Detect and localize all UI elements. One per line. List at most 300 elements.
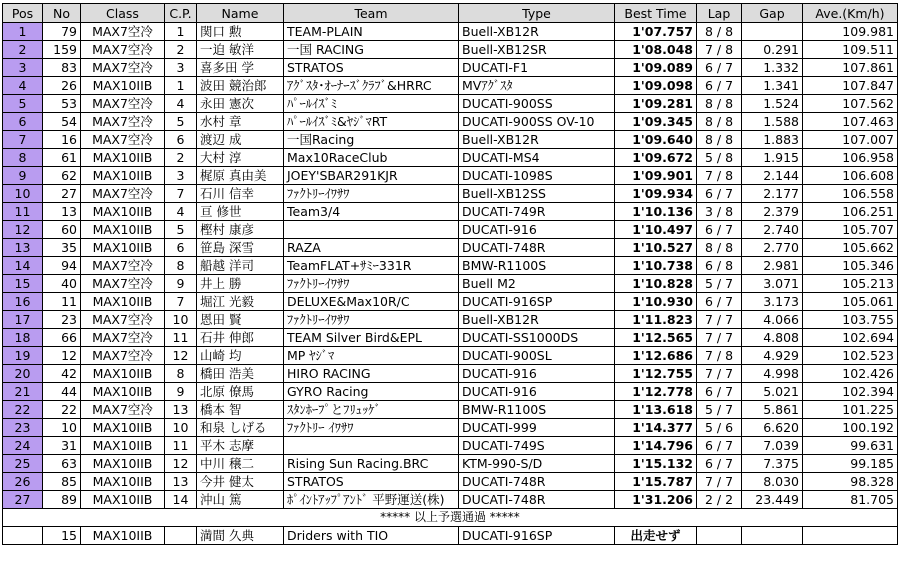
cell-no: 54 <box>43 113 81 131</box>
cell-ave-speed: 106.608 <box>803 167 898 185</box>
cell-team: DELUXE&Max10R/C <box>284 293 459 311</box>
cell-ave-speed: 109.981 <box>803 23 898 41</box>
cell-class: MAX10IIB <box>81 149 165 167</box>
cell-no: 60 <box>43 221 81 239</box>
cell-cp: 9 <box>165 275 197 293</box>
cell-team: RAZA <box>284 239 459 257</box>
cell-class: MAX10IIB <box>81 527 165 545</box>
cell-ave-speed: 107.861 <box>803 59 898 77</box>
cell-class: MAX7空冷 <box>81 329 165 347</box>
cell-team: ｱｸﾞｽﾀ･ｵｰﾅｰｽﾞｸﾗﾌﾞ&HRRC <box>284 77 459 95</box>
table-row <box>3 491 898 509</box>
cell-name: 石井 伸郎 <box>197 329 284 347</box>
cell-best-time: 1'31.206 <box>615 491 697 509</box>
cell-lap: 7 / 7 <box>697 329 742 347</box>
cell-name: 山崎 均 <box>197 347 284 365</box>
column-header-name: Name <box>197 4 284 23</box>
cell-pos: 3 <box>3 59 43 77</box>
cell-name: 恩田 賢 <box>197 311 284 329</box>
qualifying-cutline-text: ***** 以上予選通過 ***** <box>3 509 898 527</box>
results-table-container <box>2 3 897 545</box>
cell-class: MAX10IIB <box>81 77 165 95</box>
cell-name: 今井 健太 <box>197 473 284 491</box>
cell-gap: 1.588 <box>742 113 803 131</box>
cell-team: TEAM Silver Bird&EPL <box>284 329 459 347</box>
cell-no: 23 <box>43 311 81 329</box>
cell-cp: 9 <box>165 383 197 401</box>
cell-best-time: 1'09.934 <box>615 185 697 203</box>
cell-ave-speed: 102.523 <box>803 347 898 365</box>
cell-lap <box>697 527 742 545</box>
cell-class: MAX7空冷 <box>81 185 165 203</box>
cell-ave-speed: 98.328 <box>803 473 898 491</box>
cell-type: DUCATI-F1 <box>459 59 615 77</box>
cell-pos: 11 <box>3 203 43 221</box>
cell-gap: 2.981 <box>742 257 803 275</box>
cell-cp: 14 <box>165 491 197 509</box>
cell-name: 石川 信幸 <box>197 185 284 203</box>
cell-best-time: 1'07.757 <box>615 23 697 41</box>
cell-pos: 17 <box>3 311 43 329</box>
cell-ave-speed: 100.192 <box>803 419 898 437</box>
cell-ave-speed: 99.631 <box>803 437 898 455</box>
table-row <box>3 455 898 473</box>
cell-type: MVｱｸﾞｽﾀ <box>459 77 615 95</box>
cell-type: Buell-XB12SR <box>459 41 615 59</box>
cell-type: DUCATI-1098S <box>459 167 615 185</box>
cell-best-time: 1'15.132 <box>615 455 697 473</box>
cell-pos: 22 <box>3 401 43 419</box>
cell-ave-speed: 99.185 <box>803 455 898 473</box>
cell-team: 一国 RACING <box>284 41 459 59</box>
cell-no: 42 <box>43 365 81 383</box>
cell-class: MAX7空冷 <box>81 347 165 365</box>
cell-pos: 15 <box>3 275 43 293</box>
cell-team: STRATOS <box>284 473 459 491</box>
cell-lap: 8 / 8 <box>697 23 742 41</box>
cell-class: MAX10IIB <box>81 239 165 257</box>
cell-no: 10 <box>43 419 81 437</box>
cell-type: Buell M2 <box>459 275 615 293</box>
cell-name: 渡辺 成 <box>197 131 284 149</box>
cell-type: BMW-R1100S <box>459 401 615 419</box>
cell-class: MAX10IIB <box>81 167 165 185</box>
cell-type: Buell-XB12R <box>459 131 615 149</box>
table-row <box>3 473 898 491</box>
cell-class: MAX10IIB <box>81 221 165 239</box>
did-not-start-row <box>3 527 898 545</box>
cell-lap: 2 / 2 <box>697 491 742 509</box>
cell-type: DUCATI-916 <box>459 221 615 239</box>
cell-class: MAX7空冷 <box>81 275 165 293</box>
table-row <box>3 203 898 221</box>
cell-gap: 4.929 <box>742 347 803 365</box>
cell-class: MAX7空冷 <box>81 23 165 41</box>
cell-gap: 4.808 <box>742 329 803 347</box>
cell-best-time: 1'10.497 <box>615 221 697 239</box>
cell-no: 27 <box>43 185 81 203</box>
cell-pos: 2 <box>3 41 43 59</box>
cell-best-time: 1'09.640 <box>615 131 697 149</box>
cell-ave-speed: 109.511 <box>803 41 898 59</box>
table-row <box>3 293 898 311</box>
cell-no: 66 <box>43 329 81 347</box>
cell-class: MAX7空冷 <box>81 113 165 131</box>
cell-ave-speed: 105.707 <box>803 221 898 239</box>
cell-team: HIRO RACING <box>284 365 459 383</box>
cell-best-time: 1'13.618 <box>615 401 697 419</box>
column-header-best-time: Best Time <box>615 4 697 23</box>
cell-gap: 3.071 <box>742 275 803 293</box>
cell-type: Buell-XB12R <box>459 23 615 41</box>
cell-best-time: 1'12.686 <box>615 347 697 365</box>
cell-team: Team3/4 <box>284 203 459 221</box>
cell-lap: 6 / 7 <box>697 77 742 95</box>
cell-type: DUCATI-749S <box>459 437 615 455</box>
cell-lap: 8 / 8 <box>697 239 742 257</box>
cell-no: 15 <box>43 527 81 545</box>
cell-cp: 1 <box>165 77 197 95</box>
table-row <box>3 401 898 419</box>
cell-best-time: 1'09.901 <box>615 167 697 185</box>
cell-class: MAX10IIB <box>81 473 165 491</box>
cell-cp: 7 <box>165 293 197 311</box>
table-row <box>3 329 898 347</box>
cell-gap: 3.173 <box>742 293 803 311</box>
cell-team: TeamFLAT+ｻﾐｰ331R <box>284 257 459 275</box>
cell-class: MAX7空冷 <box>81 131 165 149</box>
cell-no: 79 <box>43 23 81 41</box>
cell-lap: 5 / 6 <box>697 419 742 437</box>
cell-cp: 12 <box>165 455 197 473</box>
cell-name: 沖山 篤 <box>197 491 284 509</box>
cell-name: 満間 久典 <box>197 527 284 545</box>
cell-cp: 6 <box>165 239 197 257</box>
cell-gap: 4.998 <box>742 365 803 383</box>
cell-name: 北原 僚馬 <box>197 383 284 401</box>
cell-pos: 26 <box>3 473 43 491</box>
cell-type: DUCATI-MS4 <box>459 149 615 167</box>
cell-type: DUCATI-900SS OV-10 <box>459 113 615 131</box>
cell-cp: 2 <box>165 41 197 59</box>
cell-pos: 10 <box>3 185 43 203</box>
cell-pos: 16 <box>3 293 43 311</box>
cell-type: DUCATI-999 <box>459 419 615 437</box>
cell-gap: 23.449 <box>742 491 803 509</box>
cell-pos: 8 <box>3 149 43 167</box>
cell-class: MAX10IIB <box>81 419 165 437</box>
cell-cp: 3 <box>165 59 197 77</box>
cell-no: 22 <box>43 401 81 419</box>
cell-gap: 1.915 <box>742 149 803 167</box>
cell-gap: 4.066 <box>742 311 803 329</box>
cell-no: 62 <box>43 167 81 185</box>
cell-cp: 5 <box>165 113 197 131</box>
cell-team: Max10RaceClub <box>284 149 459 167</box>
cell-name: 中川 穣二 <box>197 455 284 473</box>
cell-ave-speed: 102.394 <box>803 383 898 401</box>
cell-pos: 14 <box>3 257 43 275</box>
table-row <box>3 419 898 437</box>
cell-ave-speed: 101.225 <box>803 401 898 419</box>
cell-best-time: 1'10.828 <box>615 275 697 293</box>
cell-best-time: 1'12.778 <box>615 383 697 401</box>
cell-ave-speed: 81.705 <box>803 491 898 509</box>
cell-ave-speed: 106.958 <box>803 149 898 167</box>
cell-best-time: 1'09.098 <box>615 77 697 95</box>
table-row <box>3 131 898 149</box>
table-row <box>3 167 898 185</box>
cell-team: ﾊﾟｰﾙｲｽﾞﾐ <box>284 95 459 113</box>
cell-type: Buell-XB12R <box>459 311 615 329</box>
cell-gap: 1.341 <box>742 77 803 95</box>
cell-lap: 7 / 8 <box>697 347 742 365</box>
cell-team: JOEY'SBAR291KJR <box>284 167 459 185</box>
cell-class: MAX7空冷 <box>81 401 165 419</box>
cell-no: 35 <box>43 239 81 257</box>
cell-type: DUCATI-748R <box>459 239 615 257</box>
cell-name: 樫村 康彦 <box>197 221 284 239</box>
cell-cp: 4 <box>165 95 197 113</box>
cell-team: ﾌｧｸﾄﾘｰｲﾜｻﾜ <box>284 311 459 329</box>
cell-gap: 2.144 <box>742 167 803 185</box>
cell-lap: 7 / 7 <box>697 311 742 329</box>
cell-no: 61 <box>43 149 81 167</box>
cell-pos: 7 <box>3 131 43 149</box>
cell-no: 40 <box>43 275 81 293</box>
cell-type: DUCATI-900SL <box>459 347 615 365</box>
cell-type: DUCATI-916 <box>459 383 615 401</box>
cell-lap: 8 / 8 <box>697 95 742 113</box>
cell-best-time: 1'10.930 <box>615 293 697 311</box>
cell-name: 堀江 光毅 <box>197 293 284 311</box>
cell-best-time: 1'10.527 <box>615 239 697 257</box>
cell-pos: 27 <box>3 491 43 509</box>
cell-gap: 0.291 <box>742 41 803 59</box>
cell-type: DUCATI-900SS <box>459 95 615 113</box>
cell-team: 一国Racing <box>284 131 459 149</box>
cell-no: 63 <box>43 455 81 473</box>
cell-name: 一迫 敏洋 <box>197 41 284 59</box>
cell-best-time: 1'09.089 <box>615 59 697 77</box>
cell-best-time: 1'14.796 <box>615 437 697 455</box>
header-row <box>3 4 898 23</box>
cell-no: 159 <box>43 41 81 59</box>
cell-type: DUCATI-748R <box>459 491 615 509</box>
cell-no: 11 <box>43 293 81 311</box>
cell-gap: 2.379 <box>742 203 803 221</box>
cell-cp: 13 <box>165 473 197 491</box>
cell-team: MP ﾔｼﾞﾏ <box>284 347 459 365</box>
cell-ave-speed <box>803 527 898 545</box>
column-header-lap: Lap <box>697 4 742 23</box>
cell-lap: 6 / 7 <box>697 455 742 473</box>
cell-cp <box>165 527 197 545</box>
cell-lap: 8 / 8 <box>697 113 742 131</box>
cell-cp: 12 <box>165 347 197 365</box>
cell-team: ﾌｧｸﾄﾘｰｲﾜｻﾜ <box>284 275 459 293</box>
table-row <box>3 437 898 455</box>
table-row <box>3 347 898 365</box>
cell-gap: 5.861 <box>742 401 803 419</box>
cell-cp: 4 <box>165 203 197 221</box>
cell-team: ｽﾀﾝﾎｰﾌﾟとﾌﾘｭｯｹﾞ <box>284 401 459 419</box>
cell-team: GYRO Racing <box>284 383 459 401</box>
cell-lap: 6 / 7 <box>697 221 742 239</box>
cell-pos: 18 <box>3 329 43 347</box>
cell-gap: 2.740 <box>742 221 803 239</box>
cell-gap: 5.021 <box>742 383 803 401</box>
cell-no: 12 <box>43 347 81 365</box>
column-header-pos: Pos <box>3 4 43 23</box>
cell-type: DUCATI-916SP <box>459 527 615 545</box>
cell-no: 44 <box>43 383 81 401</box>
cell-cp: 7 <box>165 185 197 203</box>
cell-ave-speed: 106.251 <box>803 203 898 221</box>
table-row <box>3 113 898 131</box>
cell-name: 平木 志摩 <box>197 437 284 455</box>
cell-cp: 11 <box>165 437 197 455</box>
table-row <box>3 95 898 113</box>
cell-class: MAX10IIB <box>81 437 165 455</box>
cell-lap: 6 / 7 <box>697 293 742 311</box>
cell-pos <box>3 527 43 545</box>
cell-team: Rising Sun Racing.BRC <box>284 455 459 473</box>
qualifying-cutline-row <box>3 509 898 527</box>
column-header-type: Type <box>459 4 615 23</box>
cell-cp: 8 <box>165 365 197 383</box>
cell-gap: 2.770 <box>742 239 803 257</box>
column-header-ave-speed: Ave.(Km/h) <box>803 4 898 23</box>
cell-class: MAX7空冷 <box>81 257 165 275</box>
column-header-cp: C.P. <box>165 4 197 23</box>
cell-name: 梶原 真由美 <box>197 167 284 185</box>
cell-best-time: 1'11.823 <box>615 311 697 329</box>
cell-ave-speed: 102.694 <box>803 329 898 347</box>
cell-pos: 4 <box>3 77 43 95</box>
cell-type: DUCATI-SS1000DS <box>459 329 615 347</box>
cell-ave-speed: 105.662 <box>803 239 898 257</box>
cell-lap: 5 / 7 <box>697 275 742 293</box>
cell-team: ﾊﾟｰﾙｲｽﾞﾐ&ﾔｼﾞﾏRT <box>284 113 459 131</box>
cell-type: DUCATI-749R <box>459 203 615 221</box>
cell-ave-speed: 107.007 <box>803 131 898 149</box>
cell-best-time: 1'08.048 <box>615 41 697 59</box>
cell-class: MAX7空冷 <box>81 95 165 113</box>
cell-lap: 6 / 7 <box>697 437 742 455</box>
cell-no: 83 <box>43 59 81 77</box>
cell-cp: 6 <box>165 131 197 149</box>
cell-best-time: 1'14.377 <box>615 419 697 437</box>
qualifying-results-table <box>2 3 898 545</box>
cell-pos: 1 <box>3 23 43 41</box>
cell-lap: 8 / 8 <box>697 131 742 149</box>
cell-lap: 7 / 7 <box>697 473 742 491</box>
cell-no: 85 <box>43 473 81 491</box>
table-row <box>3 311 898 329</box>
cell-ave-speed: 106.558 <box>803 185 898 203</box>
cell-name: 橋田 浩美 <box>197 365 284 383</box>
cell-type: DUCATI-916SP <box>459 293 615 311</box>
cell-gap <box>742 23 803 41</box>
cell-pos: 9 <box>3 167 43 185</box>
cell-team: Driders with TIO <box>284 527 459 545</box>
cell-name: 水村 章 <box>197 113 284 131</box>
cell-name: 永田 憲次 <box>197 95 284 113</box>
table-row <box>3 383 898 401</box>
cell-lap: 6 / 7 <box>697 59 742 77</box>
cell-ave-speed: 105.213 <box>803 275 898 293</box>
table-row <box>3 239 898 257</box>
cell-cp: 8 <box>165 257 197 275</box>
cell-ave-speed: 105.061 <box>803 293 898 311</box>
table-body <box>3 23 898 545</box>
cell-team: ﾎﾟｲﾝﾄｱｯﾌﾟｱﾝﾄﾞ 平野運送(株) <box>284 491 459 509</box>
cell-best-time: 1'09.345 <box>615 113 697 131</box>
cell-gap: 1.332 <box>742 59 803 77</box>
cell-team: TEAM-PLAIN <box>284 23 459 41</box>
cell-team <box>284 221 459 239</box>
cell-cp: 11 <box>165 329 197 347</box>
cell-class: MAX10IIB <box>81 365 165 383</box>
cell-gap: 2.177 <box>742 185 803 203</box>
cell-class: MAX7空冷 <box>81 41 165 59</box>
cell-type: Buell-XB12SS <box>459 185 615 203</box>
cell-cp: 5 <box>165 221 197 239</box>
cell-cp: 3 <box>165 167 197 185</box>
table-row <box>3 59 898 77</box>
cell-lap: 3 / 8 <box>697 203 742 221</box>
cell-lap: 7 / 8 <box>697 167 742 185</box>
cell-pos: 5 <box>3 95 43 113</box>
cell-pos: 20 <box>3 365 43 383</box>
column-header-gap: Gap <box>742 4 803 23</box>
cell-lap: 7 / 8 <box>697 41 742 59</box>
cell-gap: 8.030 <box>742 473 803 491</box>
table-row <box>3 221 898 239</box>
cell-pos: 23 <box>3 419 43 437</box>
cell-class: MAX10IIB <box>81 293 165 311</box>
table-row <box>3 257 898 275</box>
cell-name: 大村 淳 <box>197 149 284 167</box>
cell-no: 31 <box>43 437 81 455</box>
cell-team: STRATOS <box>284 59 459 77</box>
cell-name: 井上 勝 <box>197 275 284 293</box>
cell-best-time: 1'09.281 <box>615 95 697 113</box>
cell-gap: 1.883 <box>742 131 803 149</box>
cell-type: DUCATI-748R <box>459 473 615 491</box>
cell-ave-speed: 103.755 <box>803 311 898 329</box>
cell-ave-speed: 105.346 <box>803 257 898 275</box>
cell-ave-speed: 102.426 <box>803 365 898 383</box>
cell-pos: 6 <box>3 113 43 131</box>
cell-best-time: 1'09.672 <box>615 149 697 167</box>
cell-cp: 10 <box>165 311 197 329</box>
cell-pos: 13 <box>3 239 43 257</box>
cell-no: 89 <box>43 491 81 509</box>
cell-pos: 12 <box>3 221 43 239</box>
cell-cp: 2 <box>165 149 197 167</box>
cell-best-time: 出走せず <box>615 527 697 545</box>
cell-name: 笹島 深雪 <box>197 239 284 257</box>
cell-best-time: 1'12.565 <box>615 329 697 347</box>
cell-best-time: 1'10.738 <box>615 257 697 275</box>
cell-best-time: 1'15.787 <box>615 473 697 491</box>
column-header-no: No <box>43 4 81 23</box>
column-header-team: Team <box>284 4 459 23</box>
cell-gap: 1.524 <box>742 95 803 113</box>
cell-pos: 19 <box>3 347 43 365</box>
